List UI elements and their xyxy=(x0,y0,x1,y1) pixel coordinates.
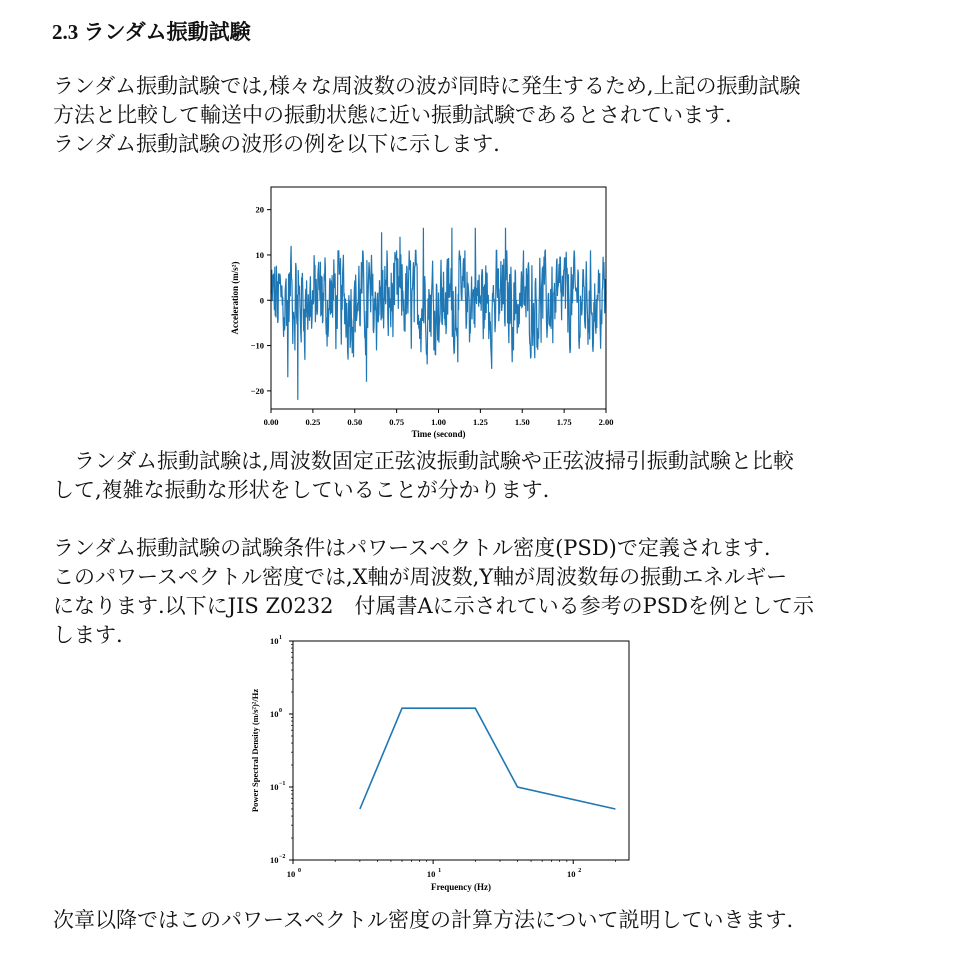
y-tick-label: 10 xyxy=(270,855,279,865)
x-tick-label: 0.75 xyxy=(389,417,405,427)
x-tick-exponent: 2 xyxy=(578,868,582,874)
y-axis-label: Acceleration (m/s²) xyxy=(230,261,240,335)
section-number: 2.3 xyxy=(52,20,79,44)
x-tick-label: 0.00 xyxy=(263,417,279,427)
x-tick-label: 1.50 xyxy=(514,417,530,427)
y-tick-label: −20 xyxy=(250,385,264,396)
x-tick-label: 10 xyxy=(286,869,296,879)
y-tick-exponent: 1 xyxy=(279,635,282,641)
waveform-series-line xyxy=(271,228,606,400)
y-tick-label: 10 xyxy=(255,249,264,260)
y-tick-label: 10 xyxy=(270,709,279,719)
x-tick-label: 2.00 xyxy=(598,417,614,427)
y-tick-label: 10 xyxy=(270,636,279,646)
x-tick-exponent: 1 xyxy=(438,868,442,874)
y-tick-label: 0 xyxy=(259,295,264,306)
paragraph-closing xyxy=(53,906,923,935)
text-line: します. xyxy=(53,623,123,647)
y-tick-exponent: −2 xyxy=(279,854,286,860)
paragraph-intro xyxy=(53,72,923,159)
y-tick-exponent: 0 xyxy=(279,708,282,714)
x-tick-label: 0.25 xyxy=(305,417,321,427)
x-tick-exponent: 0 xyxy=(298,868,301,874)
psd-series-line xyxy=(360,708,616,809)
section-title: ランダム振動試験 xyxy=(83,20,251,44)
plot-frame xyxy=(293,641,629,860)
section-heading xyxy=(52,16,251,46)
text-line: 次章以降ではこのパワースペクトル密度の計算方法について説明していきます. xyxy=(53,908,794,932)
text-line: ランダム振動試験は,周波数固定正弦波振動試験や正弦波掃引振動試験と比較 xyxy=(53,449,794,473)
text-line: ランダム振動試験では,様々な周波数の波が同時に発生するため,上記の振動試験 xyxy=(53,74,801,98)
x-tick-label: 10 xyxy=(426,869,436,879)
y-tick-label: 20 xyxy=(255,204,264,215)
paragraph-comparison xyxy=(53,447,923,505)
x-tick-label: 1.00 xyxy=(431,417,446,427)
y-tick-exponent: −1 xyxy=(279,781,286,787)
waveform-chart xyxy=(220,180,620,440)
text-line: このパワースペクトル密度では,X軸が周波数,Y軸が周波数毎の振動エネルギー xyxy=(53,565,788,589)
text-line: して,複雑な振動な形状をしていることが分かります. xyxy=(53,478,550,502)
text-line: ランダム振動試験の波形の例を以下に示します. xyxy=(53,132,500,156)
y-tick-label: −10 xyxy=(250,340,264,351)
text-line: 方法と比較して輸送中の振動状態に近い振動試験であるとされています. xyxy=(53,103,732,127)
x-tick-label: 1.25 xyxy=(472,417,488,427)
x-tick-label: 1.75 xyxy=(556,417,572,427)
x-tick-label: 0.50 xyxy=(347,417,363,427)
y-tick-label: 10 xyxy=(270,782,279,792)
x-axis-label: Frequency (Hz) xyxy=(430,882,492,892)
x-axis-label: Time (second) xyxy=(411,429,466,439)
y-axis-label: Power Spectral Density (m/s²)²/Hz xyxy=(250,688,260,813)
text-line: になります.以下にJIS Z0232 付属書Aに示されている参考のPSDを例として示 xyxy=(53,594,815,618)
text-line: ランダム振動試験の試験条件はパワースペクトル密度(PSD)で定義されます. xyxy=(53,536,771,560)
x-tick-label: 10 xyxy=(566,869,576,879)
psd-chart xyxy=(240,632,640,897)
